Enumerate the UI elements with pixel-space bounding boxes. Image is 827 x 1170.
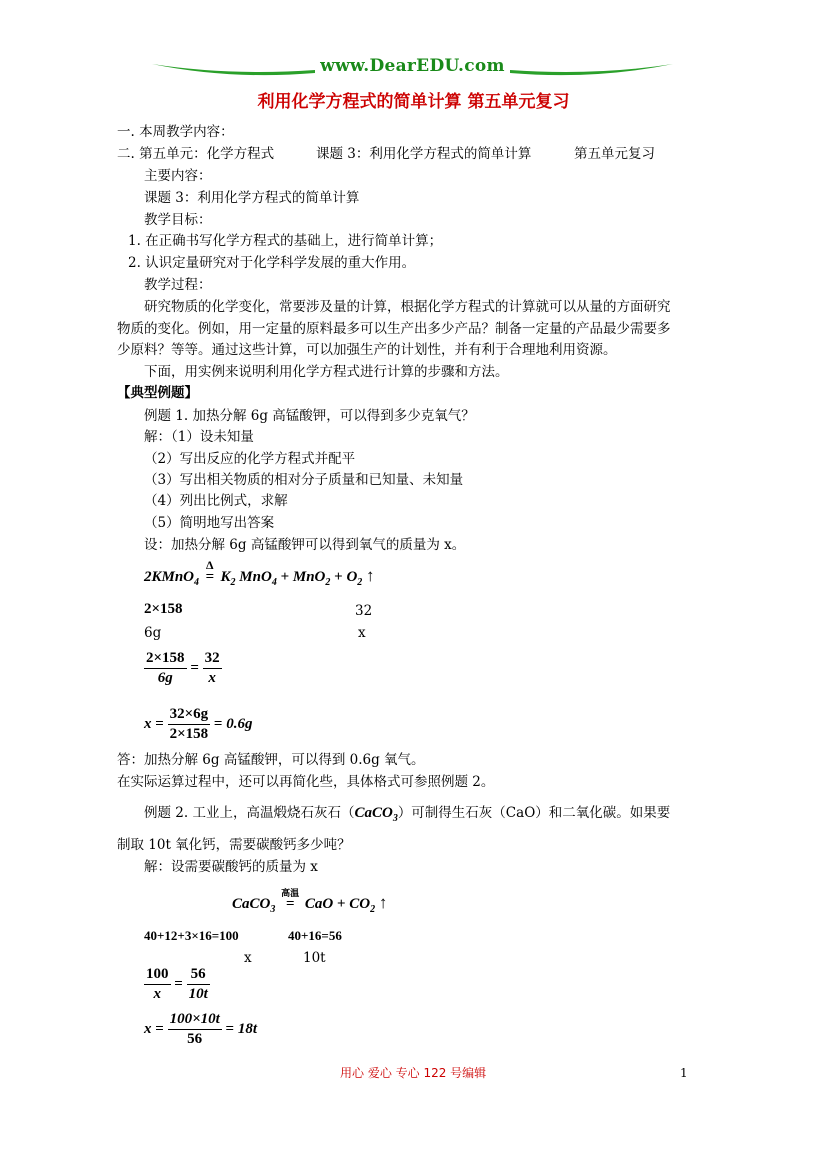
step-1: 解：（1）设未知量 (144, 429, 254, 445)
line-7: 2. 认识定量研究对于化学科学发展的重大作用。 (128, 255, 416, 271)
line-2a: 二. 第五单元：化学方程式 (117, 146, 275, 162)
equation-1: 2KMnO$_4$ Δ = $K_2$ $MnO_4 + MnO_2 + O_2$ ↑ (144, 558, 375, 588)
example-2-cont: 制取 10t 氧化钙，需要碳酸钙多少吨？ (117, 837, 351, 853)
mass-left-2: 40+12+3×16=100 (144, 928, 239, 943)
ratio-2: $\frac{100}{x}$ = $\frac{56}{10t}$ (146, 966, 208, 1002)
answer-1: 答：加热分解 6g 高锰酸钾，可以得到 0.6g 氧气。 (117, 752, 425, 768)
ratio-1: $\frac{2\times 158}{6g}$ = $\frac{32}{x}$ (146, 650, 220, 686)
line-2c: 第五单元复习 (574, 146, 655, 162)
step-2: （2）写出反应的化学方程式并配平 (144, 451, 356, 467)
para-1a: 研究物质的化学变化，常要涉及量的计算，根据化学方程式的计算就可以从量的方面研究 (144, 299, 671, 315)
line-1: 一. 本周教学内容： (117, 124, 234, 140)
known-right-1: x (358, 625, 366, 641)
line-8: 教学过程： (144, 277, 212, 293)
setup-1: 设：加热分解 6g 高锰酸钾可以得到氧气的质量为 x。 (144, 537, 466, 553)
step-5: （5）简明地写出答案 (144, 515, 275, 531)
logo-text: www.DearEDU.com (320, 56, 505, 76)
mass-left-1: 2×158 (144, 601, 183, 617)
example-2: 例题 2. 工业上，高温煅烧石灰石（CaCO$_3$）可制得生石灰（CaO）和二氧化碳。如果要 (144, 805, 671, 824)
section-heading: 【典型例题】 (117, 385, 198, 401)
header-logo (150, 56, 675, 86)
page-number: 1 (680, 1066, 688, 1080)
known-left-1: 6g (144, 625, 162, 641)
footer-text: 用心 爱心 专心 122 号编辑 (340, 1066, 487, 1080)
solution-2: 解：设需要碳酸钙的质量为 x (144, 859, 318, 875)
equation-2: CaCO$_3$ 高温 = CaO + $CO_2$ ↑ (232, 889, 388, 915)
step-3: （3）写出相关物质的相对分子质量和已知量、未知量 (144, 472, 464, 488)
mass-right-2: 40+16=56 (288, 928, 342, 943)
page-title: 利用化学方程式的简单计算 第五单元复习 (257, 92, 570, 112)
para-1c: 少原料？等等。通过这些计算，可以加强生产的计划性，并有利于合理地利用资源。 (117, 342, 617, 358)
known-left-2: x (244, 950, 252, 966)
line-4: 课题 3：利用化学方程式的简单计算 (144, 190, 360, 206)
mass-right-1: 32 (355, 603, 373, 619)
solve-2: x = $\frac{100\times 10t}{56}$ = 18t (144, 1011, 258, 1047)
example-1: 例题 1. 加热分解 6g 高锰酸钾，可以得到多少克氧气？ (144, 408, 475, 424)
step-4: （4）列出比例式，求解 (144, 493, 288, 509)
para-2: 下面，用实例来说明利用化学方程式进行计算的步骤和方法。 (144, 364, 509, 380)
solve-1: x = $\frac{32\times 6g}{2\times 158}$ = 0.6g (144, 706, 253, 742)
para-1b: 物质的变化。例如，用一定量的原料最多可以生产出多少产品？制备一定量的产品最少需要多 (117, 321, 671, 337)
known-right-2: 10t (303, 950, 326, 966)
note-1: 在实际运算过程中，还可以再简化些，具体格式可参照例题 2。 (117, 774, 495, 790)
line-2b: 课题 3：利用化学方程式的简单计算 (316, 146, 532, 162)
line-5: 教学目标： (144, 212, 212, 228)
line-6: 1. 在正确书写化学方程式的基础上，进行简单计算； (128, 233, 443, 249)
line-3: 主要内容： (144, 168, 212, 184)
